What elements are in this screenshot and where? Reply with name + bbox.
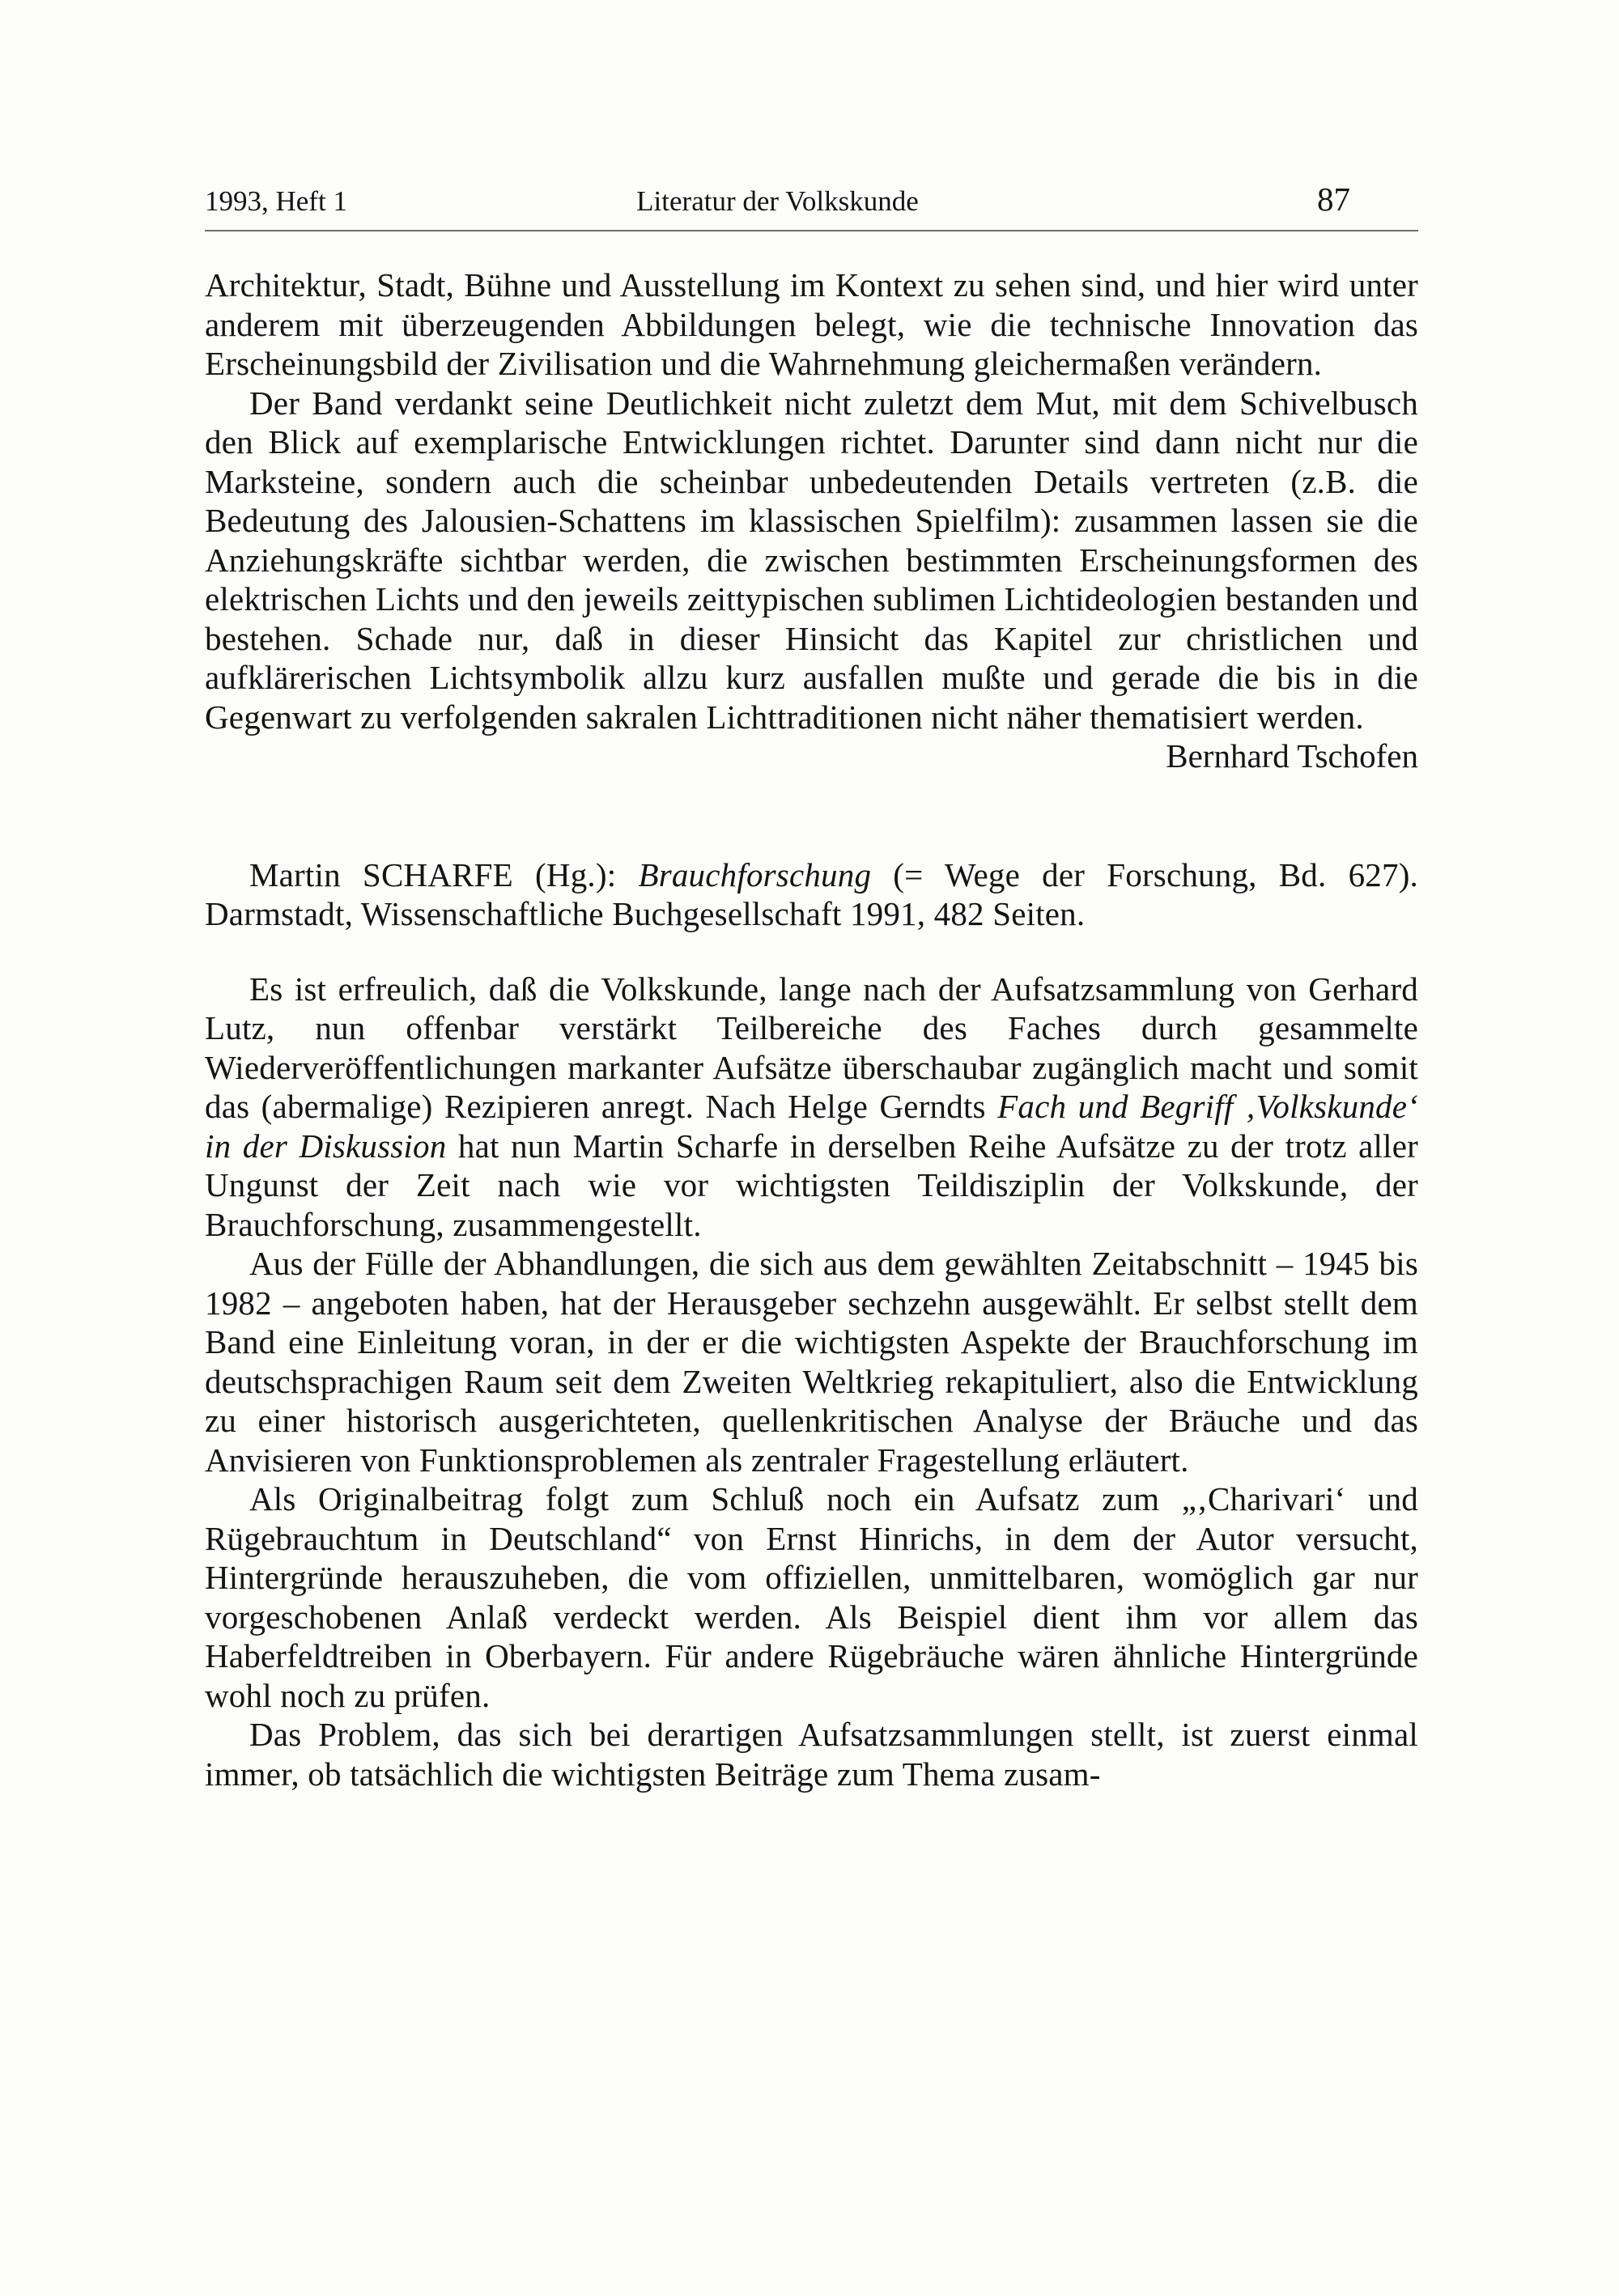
paragraph — [205, 970, 1418, 1245]
paragraph-continuation: Architektur, Stadt, Bühne und Ausstellung im Kontext zu sehen sind, und hier wird unter anderem mit überzeugenden Abbildungen belegt, wie die technische Innovation das Erscheinungsbild der Zivilisation und die Wahrnehmung gleichermaßen verändern. — [205, 266, 1418, 382]
page-header — [205, 180, 1418, 219]
citation-details: (= Wege der Forschung, Bd. 627). Darmstadt, Wissenschaftliche Buchgesellschaft 1991, 482 Seiten. — [205, 855, 1418, 932]
citation-book-title: Brauchforschung — [638, 855, 872, 893]
paragraph-text: hat nun Martin Scharfe in derselben Reihe Aufsätze zu der trotz aller Ungunst der Zeit nach wie vor wichtigsten Teildisziplin der Volkskunde, der Brauchforschung, zusammengestellt. — [205, 1127, 1418, 1243]
paragraph: Aus der Fülle der Abhandlungen, die sich aus dem gewählten Zeitabschnitt – 1945 bis 1982 – angeboten haben, hat der Herausgeber sechzehn ausgewählt. Er selbst stellt dem Band eine Einleitung voran, in der er die wichtigsten Aspekte der Brauchforschung im deutschsprachigen Raum seit dem Zweiten Weltkrieg rekapituliert, also die Entwicklung zu einer historisch ausgerichteten, quellenkritischen Analyse der Bräuche und das Anvisieren von Funktionsproblemen als zentraler Fragestellung erläutert. — [205, 1245, 1418, 1479]
page-body — [205, 265, 1418, 1793]
paragraph: Als Originalbeitrag folgt zum Schluß noch ein Aufsatz zum „‚Charivari‘ und Rügebrauchtum in Deutschland“ von Ernst Hinrichs, in dem der Autor versucht, Hintergründe herauszuheben, die vom offiziellen, unmittelbaren, womöglich gar nur vorgeschobenen Anlaß verdeckt werden. Als Beispiel dient ihm vor allem das Haberfeldtreiben in Oberbayern. Für andere Rügebräuche wären ähnliche Hintergründe wohl noch zu prüfen. — [205, 1480, 1418, 1714]
book-citation — [205, 855, 1418, 934]
issue-info: 1993, Heft 1 — [205, 185, 347, 217]
reviewer-signature: Bernhard Tschofen — [1166, 737, 1418, 775]
citation-author: Martin SCHARFE (Hg.): — [249, 855, 639, 893]
paragraph: Das Problem, das sich bei derartigen Aufsatzsammlungen stellt, ist zuerst einmal immer, ob tatsächlich die wichtigsten Beiträge zum Thema zusam- — [205, 1716, 1418, 1793]
running-title: Literatur der Volkskunde — [636, 185, 919, 217]
cited-work-title: Fach und Begriff ‚Volkskunde‘ in der Diskussion — [205, 1088, 1418, 1165]
header-rule — [205, 230, 1418, 231]
paragraph-text: Es ist erfreulich, daß die Volkskunde, lange nach der Aufsatzsammlung von Gerhard Lutz, nun offenbar verstärkt Teilbereiche des Faches durch gesammelte Wiederveröffentlichungen markanter Aufsätze überschaubar zugänglich macht und somit das (abermalige) Rezipieren anregt. Nach Helge Gerndts — [205, 970, 1418, 1125]
page-number: 87 — [1317, 180, 1350, 218]
paragraph: Der Band verdankt seine Deutlichkeit nicht zuletzt dem Mut, mit dem Schivelbusch den Blick auf exemplarische Entwicklungen richtet. Darunter sind dann nicht nur die Marksteine, sondern auch die scheinbar unbedeutenden Details vertreten (z.B. die Bedeutung des Jalousien-Schattens im klassischen Spielfilm): zusammen lassen sie die Anziehungskräfte sichtbar werden, die zwischen bestimmten Erscheinungsformen des elektrischen Lichts und den jeweils zeittypischen sublimen Lichtideologien bestanden und bestehen. Schade nur, daß in dieser Hinsicht das Kapitel zur christlichen und aufklärerischen Lichtsymbolik allzu kurz ausfallen mußte und gerade die bis in die Gegenwart zu verfolgenden sakralen Lichttraditionen nicht näher thematisiert werden. — [205, 384, 1418, 736]
